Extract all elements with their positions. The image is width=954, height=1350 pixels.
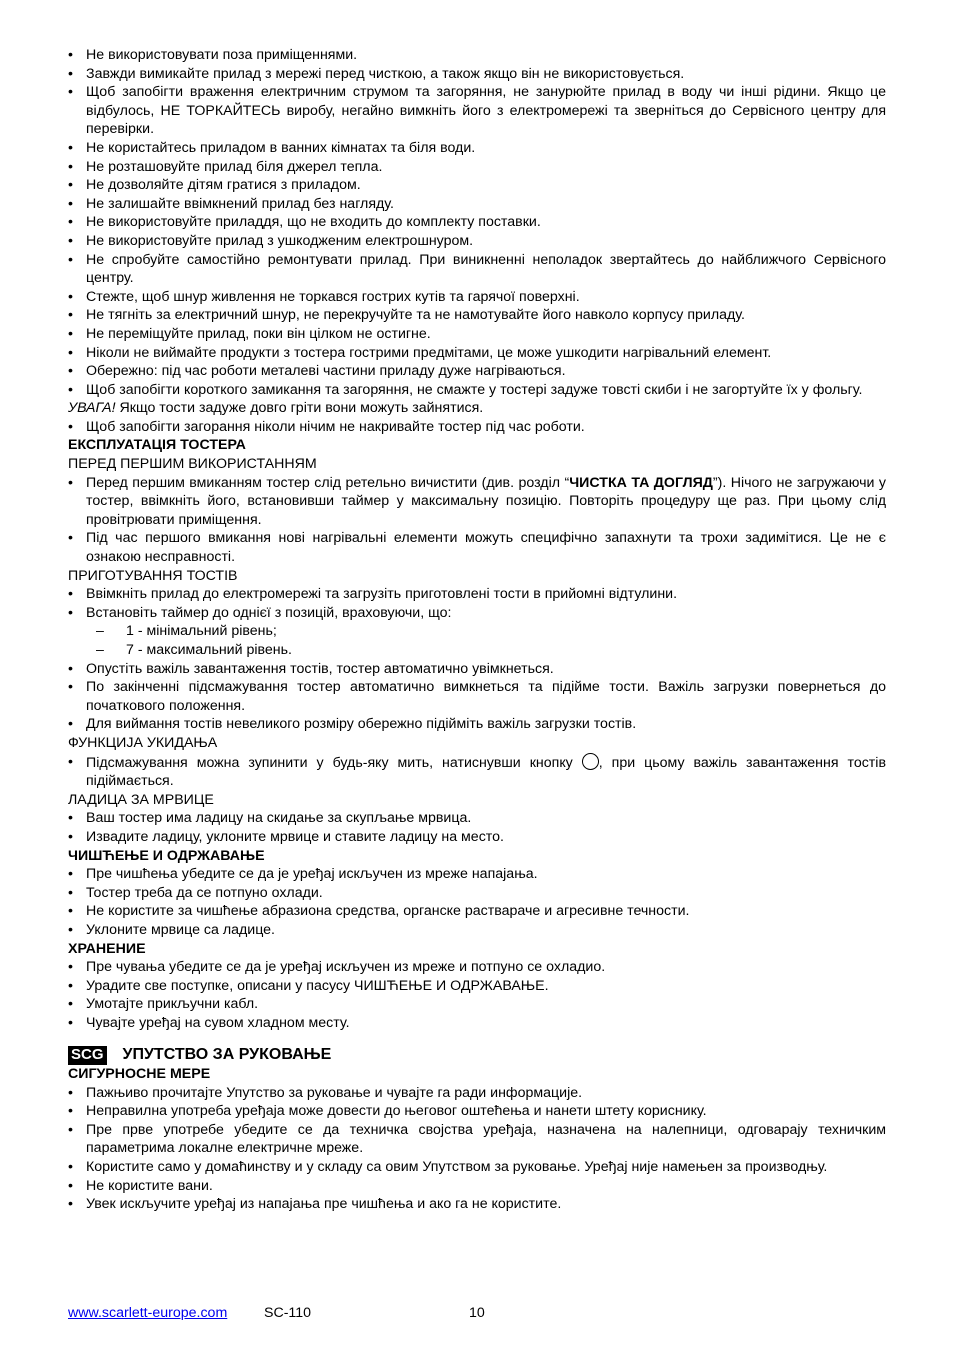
list-item: • Щоб запобігти загорання ніколи нічим не накривайте тостер під час роботи. [68,418,886,437]
text-run: Підсмажування можна зупинити у будь-яку мить, натиснувши кнопку [86,754,582,771]
list-item: • Не залишайте ввімкнений прилад без нагляду. [68,195,886,214]
list-item: • Обережно: під час роботи металеві частини приладу дуже нагріваються. [68,362,886,381]
list-item: • По закінченні підсмажування тостер автоматично вимкнеться та підійме тости. Важіль загрузки повернеться до початкового положення. [68,678,886,715]
list-item: • Ввімкніть прилад до електромережі та загрузіть приготовлені тости в прийомні відтулини. [68,585,886,604]
list-item: • Не використовуйте прилад з ушкодженим електрошнуром. [68,232,886,251]
list-item: • Щоб запобігти враження електричним струмом та загоряння, не занурюйте прилад в воду чи інші рідини. Якщо це відбулось, НЕ ТОРКАЙТЕСЬ виробу, негайно вимкніть його з електромережі та зверніться до Сервісного центру для перевірки. [68,83,886,139]
section-heading-storage: ХРАНЕНИЕ [68,940,146,957]
list-item: • Не розташовуйте прилад біля джерел тепла. [68,158,886,177]
list-item: • Встановіть таймер до однієї з позицій, враховуючи, що: [68,604,886,623]
footer-link-wrap [68,1304,227,1323]
list-item: • Не користите за чишћење абразиона средства, органске раствараче и агресивне течности. [68,902,886,921]
list-item: • Пажњиво прочитајте Упутство за руковање и чувајте га ради информације. [68,1084,886,1103]
list-item: • Извадите ладицу, уклоните мрвице и ставите ладицу на место. [68,828,886,847]
list-item: • Для виймання тостів невеликого розміру обережно підійміть важіль загрузки тостів. [68,715,886,734]
list-item: • Не користайтесь приладом в ванних кімнатах та біля води. [68,139,886,158]
list-item: • Умотајте прикључни кабл. [68,995,886,1014]
list-item: • Пре прве употребе убедите се да техничка својства уређаја, назначена на налепници, одговарају техничким параметрима локалне електричне мреже. [68,1121,886,1158]
list-item: • Завжди вимикайте прилад з мережі перед чисткою, а також якщо він не використовується. [68,65,886,84]
list-item: • Опустіть важіль завантаження тостів, тостер автоматично увімкнеться. [68,660,886,679]
text-run-bold: ЧИСТКА ТА ДОГЛЯД [569,474,713,491]
list-item: • Щоб запобігти короткого замикання та загоряння, не смажте у тостері задуже товсті скиби і не загортуйте їх у фольгу. [68,381,886,400]
list-item: • Ваш тостер има ладицу на скидање за скупљање мрвица. [68,809,886,828]
list-item: • Увек искључите уређај из напајања пре чишћења и ако га не користите. [68,1195,886,1214]
page-number: 10 [469,1305,485,1321]
list-item: • Пре чувања убедите се да је уређај искључен из мреже и потпуно се охладио. [68,958,886,977]
eject-list [68,753,886,791]
warning-label: УВАГА! [68,400,116,417]
list-item: • Під час першого вмикання нові нагрівальні елементи можуть специфічно запахнути та трохи задимітися. Це не є ознакою несправності. [68,529,886,566]
dash-item: – 1 - мінімальний рівень; [68,622,886,641]
list-item: • Користите само у домаћинству и у складу са овим Упутством за руковање. Уређај није намењен за производњу. [68,1158,886,1177]
subheading-preparation: ПРИГОТУВАННЯ ТОСТІВ [68,567,238,584]
list-item: • Стежте, щоб шнур живлення не торкався гострих кутів та гарячої поверхні. [68,288,886,307]
crumb-tray-list [68,809,886,846]
preparation-list [68,585,886,734]
power-button-icon [582,753,599,770]
list-item: • Не використовуйте приладдя, що не входить до комплекту поставки. [68,213,886,232]
cleaning-list [68,865,886,939]
storage-list [68,958,886,1032]
language-section-heading [68,1046,886,1065]
list-item: • Не тягніть за електричний шнур, не перекручуйте та не намотувайте його навколо корпусу приладу. [68,306,886,325]
safety-scg-list [68,1084,886,1214]
warning-text: Якщо тости задуже довго гріти вони можуть зайнятися. [115,400,484,417]
text-run: , при цьому важіль завантаження тостів підіймається. [86,754,886,790]
section-heading-cleaning: ЧИШЋЕЊЕ И ОДРЖАВАЊЕ [68,847,265,864]
list-item: • Не спробуйте самостійно ремонтувати прилад. При виникненні неполадок звертайтесь до найближчого Сервісного центру. [68,251,886,288]
safety-list-2 [68,418,886,437]
section-heading-usage: ЕКСПЛУАТАЦІЯ ТОСТЕРА [68,437,246,454]
list-item: • Ніколи не виймайте продукти з тостера гострими предмітами, це може ушкодити нагрівальний елемент. [68,344,886,363]
first-use-list [68,474,886,567]
list-item: • Пре чишћења убедите се да је уређај искључен из мреже напајања. [68,865,886,884]
text-run: ”). Нічого не загружаючи у тостер, ввімкніть його, встановивши таймер у максимальну позицію. Повторіть процедуру ще раз. При цьому слід провітрювати приміщення. [86,474,886,528]
website-link[interactable]: www.scarlett-europe.com [68,1305,228,1321]
language-badge: SCG [68,1046,107,1065]
list-item: • Не переміщуйте прилад, поки він цілком не остигне. [68,325,886,344]
dash-item: – 7 - максимальний рівень. [68,641,886,660]
subheading-first-use: ПЕРЕД ПЕРШИМ ВИКОРИСТАННЯМ [68,456,317,473]
list-item: • Урадите све поступке, описани у пасусу ЧИШЋЕЊЕ И ОДРЖАВАЊЕ. [68,977,886,996]
section-heading-safety: СИГУРНОСНЕ МЕРЕ [68,1066,211,1083]
subheading-crumb-tray: ЛАДИЦА ЗА МРВИЦЕ [68,791,214,808]
list-item [68,474,886,530]
subheading-eject: ФУНКЦИЈА УКИДАЊА [68,734,218,751]
list-item: • Тостер треба да се потпуно охлади. [68,884,886,903]
list-item: • Уклоните мрвице са ладице. [68,921,886,940]
document-body [68,46,886,1214]
language-section-title: УПУТСТВО ЗА РУКОВАЊЕ [122,1046,332,1064]
list-item: • Не використовувати поза приміщеннями. [68,46,886,65]
list-item: • Чувајте уређај на сувом хладном месту. [68,1014,886,1033]
warning-paragraph [68,399,886,418]
list-item [68,753,886,791]
list-item: • Неправилна употреба уређаја може довести до његовог оштећења и нанети штету кориснику. [68,1102,886,1121]
footer-model: SC-110 [264,1305,312,1321]
list-item: • Не дозволяйте дітям гратися з приладом. [68,176,886,195]
text-run: Перед першим вмиканням тостер слід ретельно вичистити (див. розділ “ [86,474,570,491]
safety-list [68,46,886,399]
list-item: • Не користите вани. [68,1177,886,1196]
